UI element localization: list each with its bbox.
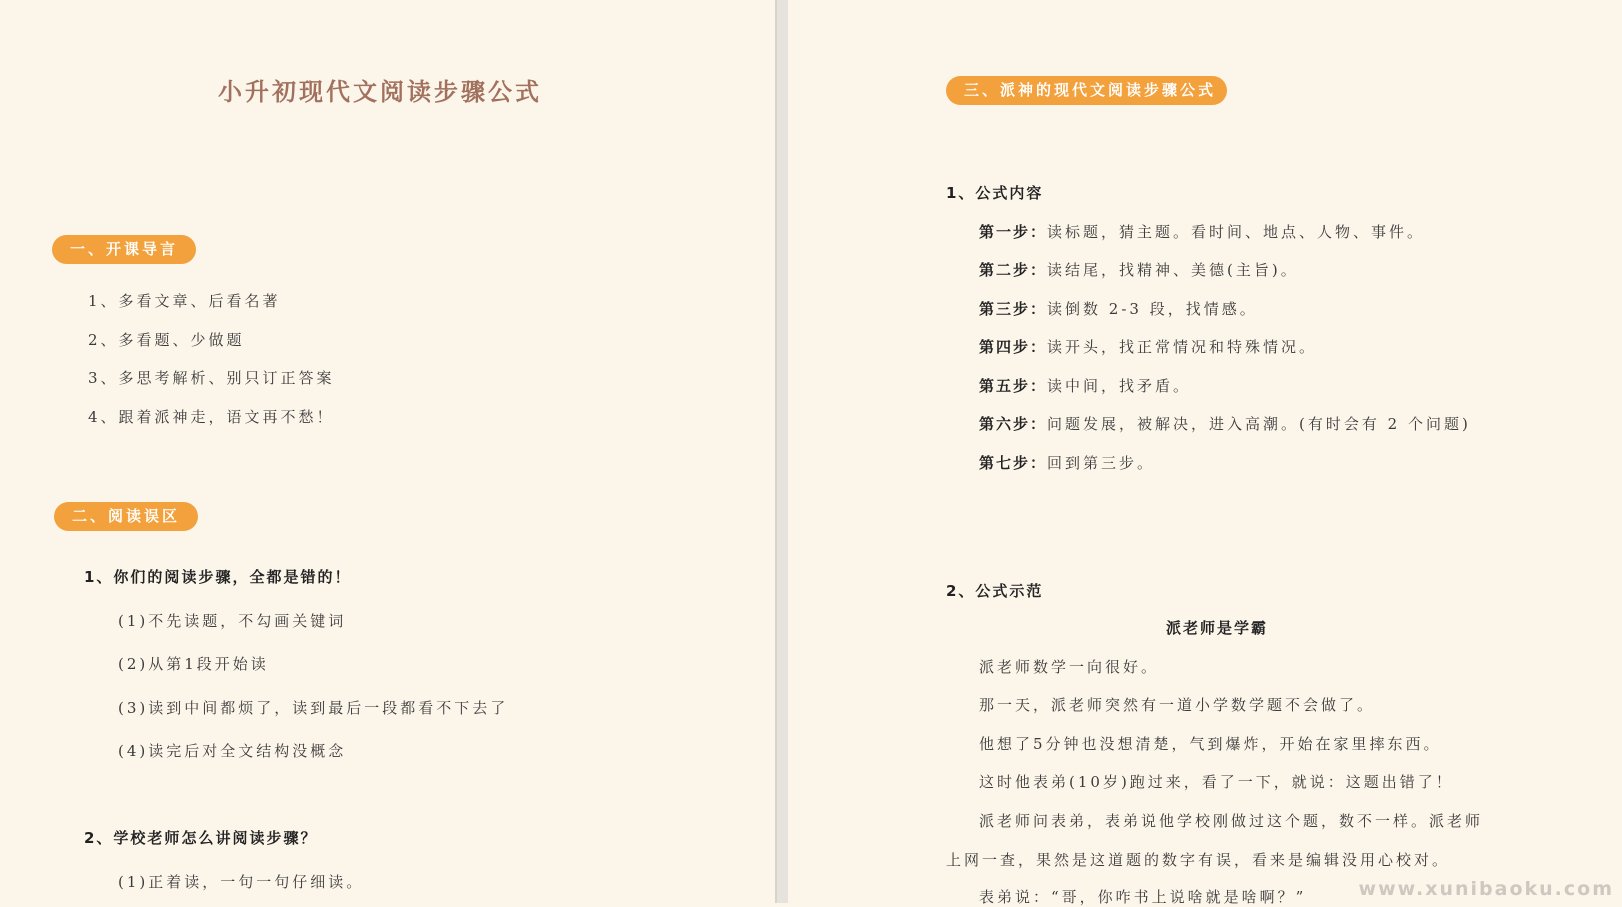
page-gutter [775, 0, 788, 903]
intro-item-1: 1、多看文章、后看名著 [88, 292, 281, 310]
step-text: 回到第三步。 [1047, 454, 1156, 472]
left-page [0, 0, 775, 903]
step-text: 读倒数 2-3 段，找情感。 [1047, 300, 1258, 318]
watermark-text: www.xunibaoku.com [1358, 878, 1614, 900]
intro-item-3: 3、多思考解析、别只订正答案 [88, 369, 335, 387]
mistakes-heading-2: 2、学校老师怎么讲阅读步骤？ [84, 829, 318, 847]
teacher-method-item-1: (1)正着读，一句一句仔细读。 [118, 873, 365, 891]
step-label: 第二步： [979, 261, 1048, 279]
step-text: 读标题，猜主题。看时间、地点、人物、事件。 [1047, 223, 1426, 241]
mistakes-heading-1: 1、你们的阅读步骤，全都是错的！ [84, 568, 352, 586]
step-label: 第五步： [979, 377, 1048, 395]
story-line: 派老师问表弟，表弟说他学校刚做过这个题，数不一样。派老师 [979, 812, 1484, 830]
formula-step-7 [979, 452, 1155, 473]
formula-step-4 [979, 336, 1317, 357]
example-heading: 2、公式示范 [946, 582, 1044, 600]
story-line: 上网一查，果然是这道题的数字有误，看来是编辑没用心校对。 [946, 851, 1451, 869]
story-line: 他想了5分钟也没想清楚，气到爆炸，开始在家里摔东西。 [979, 735, 1442, 753]
formula-step-6 [979, 413, 1471, 434]
step-label: 第六步： [979, 415, 1048, 433]
story-line: 派老师数学一向很好。 [979, 658, 1160, 676]
mistake-item-4: (4)读完后对全文结构没概念 [118, 742, 347, 760]
story-title: 派老师是学霸 [1166, 619, 1269, 637]
document-title: 小升初现代文阅读步骤公式 [218, 78, 542, 106]
mistake-item-1: (1)不先读题，不勾画关键词 [118, 612, 347, 630]
formula-step-1 [979, 221, 1425, 242]
step-label: 第一步： [979, 223, 1048, 241]
step-text: 读结尾，找精神、美德(主旨)。 [1047, 261, 1299, 279]
formula-step-3 [979, 298, 1258, 319]
step-text: 读中间，找矛盾。 [1047, 377, 1192, 395]
step-label: 第三步： [979, 300, 1048, 318]
section-pill-mistakes: 二、阅读误区 [54, 502, 198, 531]
intro-item-4: 4、跟着派神走，语文再不愁！ [88, 408, 335, 426]
step-text: 问题发展，被解决，进入高潮。(有时会有 2 个问题) [1047, 415, 1471, 433]
formula-step-5 [979, 375, 1191, 396]
story-line: 那一天，派老师突然有一道小学数学题不会做了。 [979, 696, 1376, 714]
intro-item-2: 2、多看题、少做题 [88, 331, 245, 349]
step-label: 第七步： [979, 454, 1048, 472]
right-page [788, 0, 1622, 906]
formula-heading: 1、公式内容 [946, 184, 1044, 202]
mistake-item-3: (3)读到中间都烦了，读到最后一段都看不下去了 [118, 699, 509, 717]
section-pill-formula: 三、派神的现代文阅读步骤公式 [946, 76, 1227, 105]
story-line: 表弟说：“哥，你咋书上说啥就是啥啊？” [979, 888, 1307, 906]
step-text: 读开头，找正常情况和特殊情况。 [1047, 338, 1318, 356]
formula-step-2 [979, 259, 1299, 280]
step-label: 第四步： [979, 338, 1048, 356]
section-pill-intro: 一、开课导言 [52, 235, 196, 264]
story-line: 这时他表弟(10岁)跑过来，看了一下，就说：这题出错了！ [979, 773, 1454, 791]
mistake-item-2: (2)从第1段开始读 [118, 655, 269, 673]
